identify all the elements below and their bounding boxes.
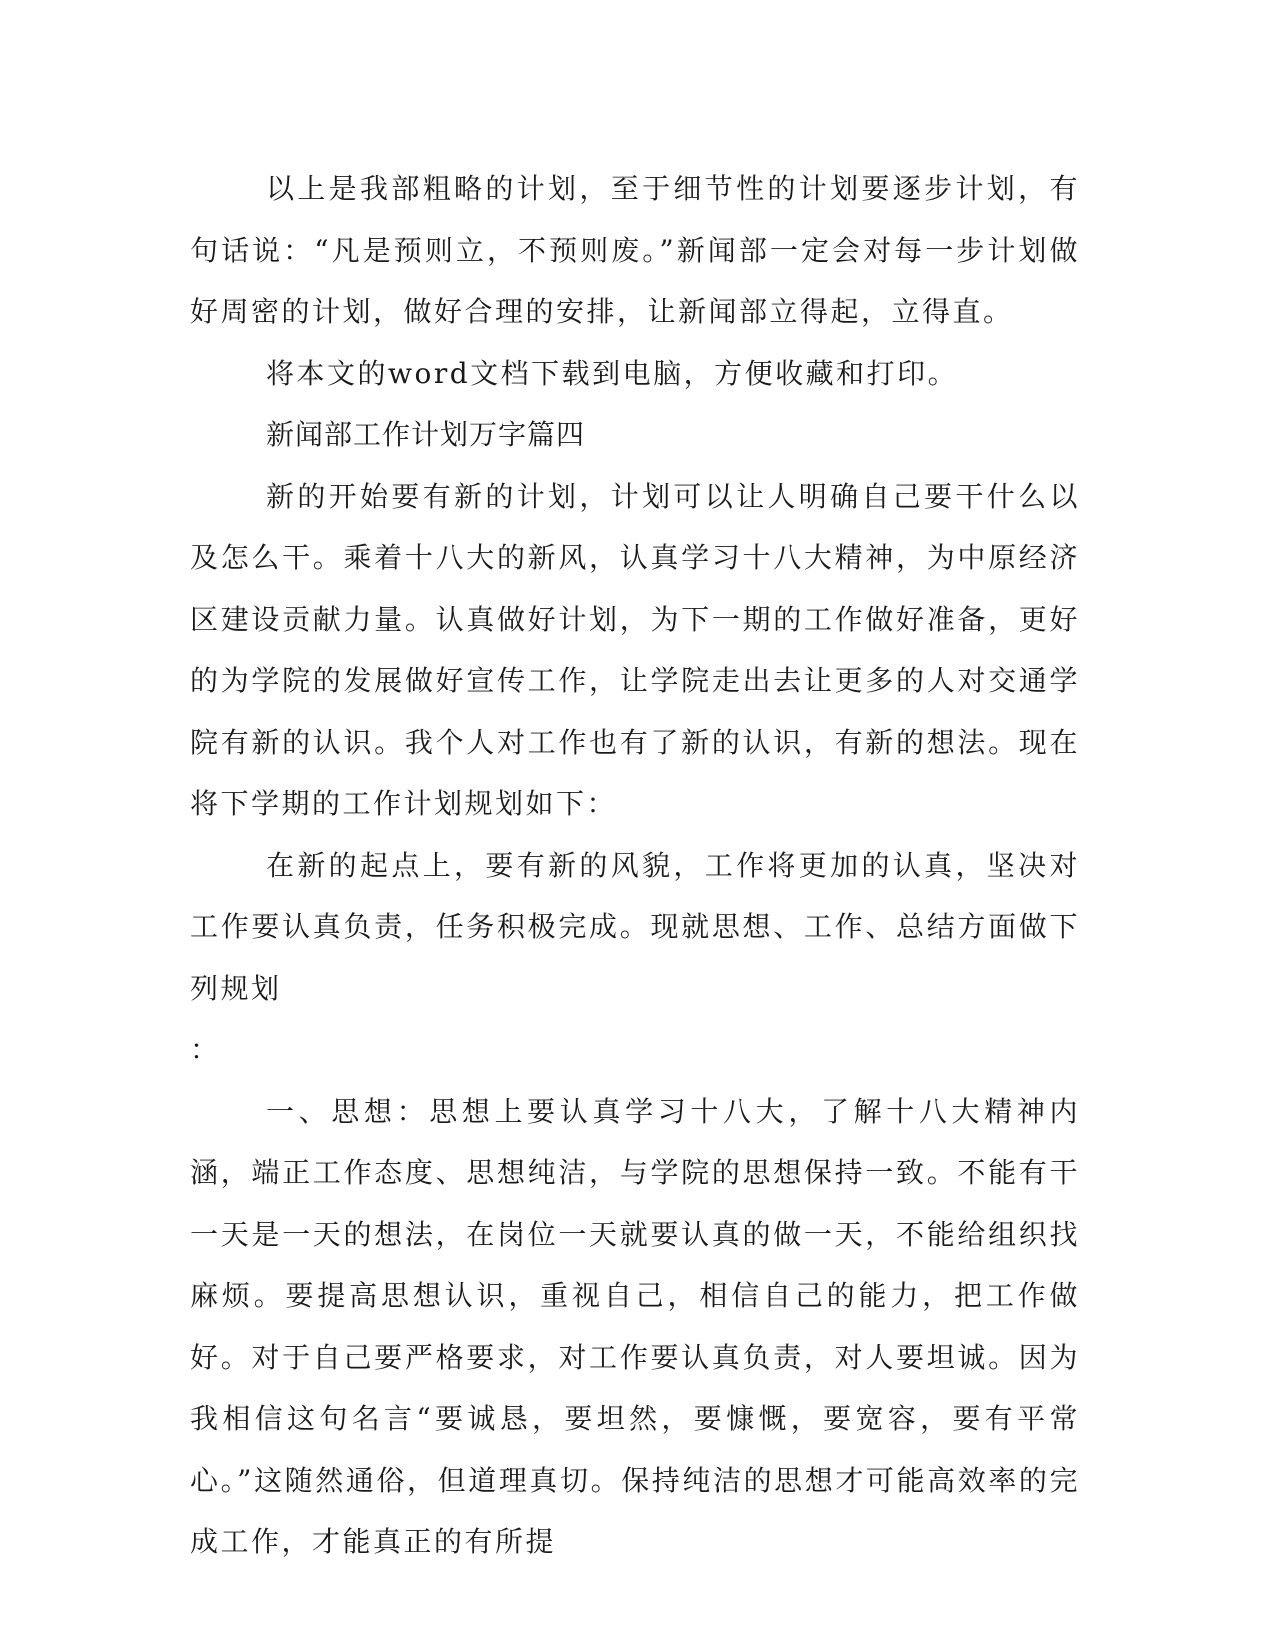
document-body: [190, 158, 1080, 1573]
paragraph-thought: 一、思想：思想上要认真学习十八大，了解十八大精神内涵，端正工作态度、思想纯洁，与学院的思想保持一致。不能有干一天是一天的想法，在岗位一天就要认真的做一天，不能给组织找麻烦。要提高思想认识，重视自己，相信自己的能力，把工作做好。对于自己要严格要求，对工作要认真负责，对人要坦诚。因为我相信这句名言“要诚恳，要坦然，要慷慨，要宽容，要有平常心。”这随然通俗，但道理真切。保持纯洁的思想才可能高效率的完成工作，才能真正的有所提: [190, 1094, 1080, 1558]
paragraph-download-note: 将本文的word文档下载到电脑，方便收藏和打印。: [266, 356, 959, 390]
paragraph-colon: ：: [190, 1033, 221, 1066]
section-heading: 新闻部工作计划万字篇四: [266, 418, 586, 451]
paragraph-new-start: 在新的起点上，要有新的风貌，工作将更加的认真，坚决对工作要认真负责，任务积极完成。现就思想、工作、总结方面做下列规划: [190, 848, 1080, 1005]
paragraph-plan-summary: 以上是我部粗略的计划，至于细节性的计划要逐步计划，有句话说：“凡是预则立，不预则废。”新闻部一定会对每一步计划做好周密的计划，做好合理的安排，让新闻部立得起，立得直。: [190, 172, 1080, 328]
paragraph-intro: 新的开始要有新的计划，计划可以让人明确自己要干什么以及怎么干。乘着十八大的新风，认真学习十八大精神，为中原经济区建设贡献力量。认真做好计划，为下一期的工作做好准备，更好的为学院的发展做好宣传工作，让学院走出去让更多的人对交通学院有新的认识。我个人对工作也有了新的认识，有新的想法。现在将下学期的工作计划规划如下：: [190, 479, 1080, 820]
